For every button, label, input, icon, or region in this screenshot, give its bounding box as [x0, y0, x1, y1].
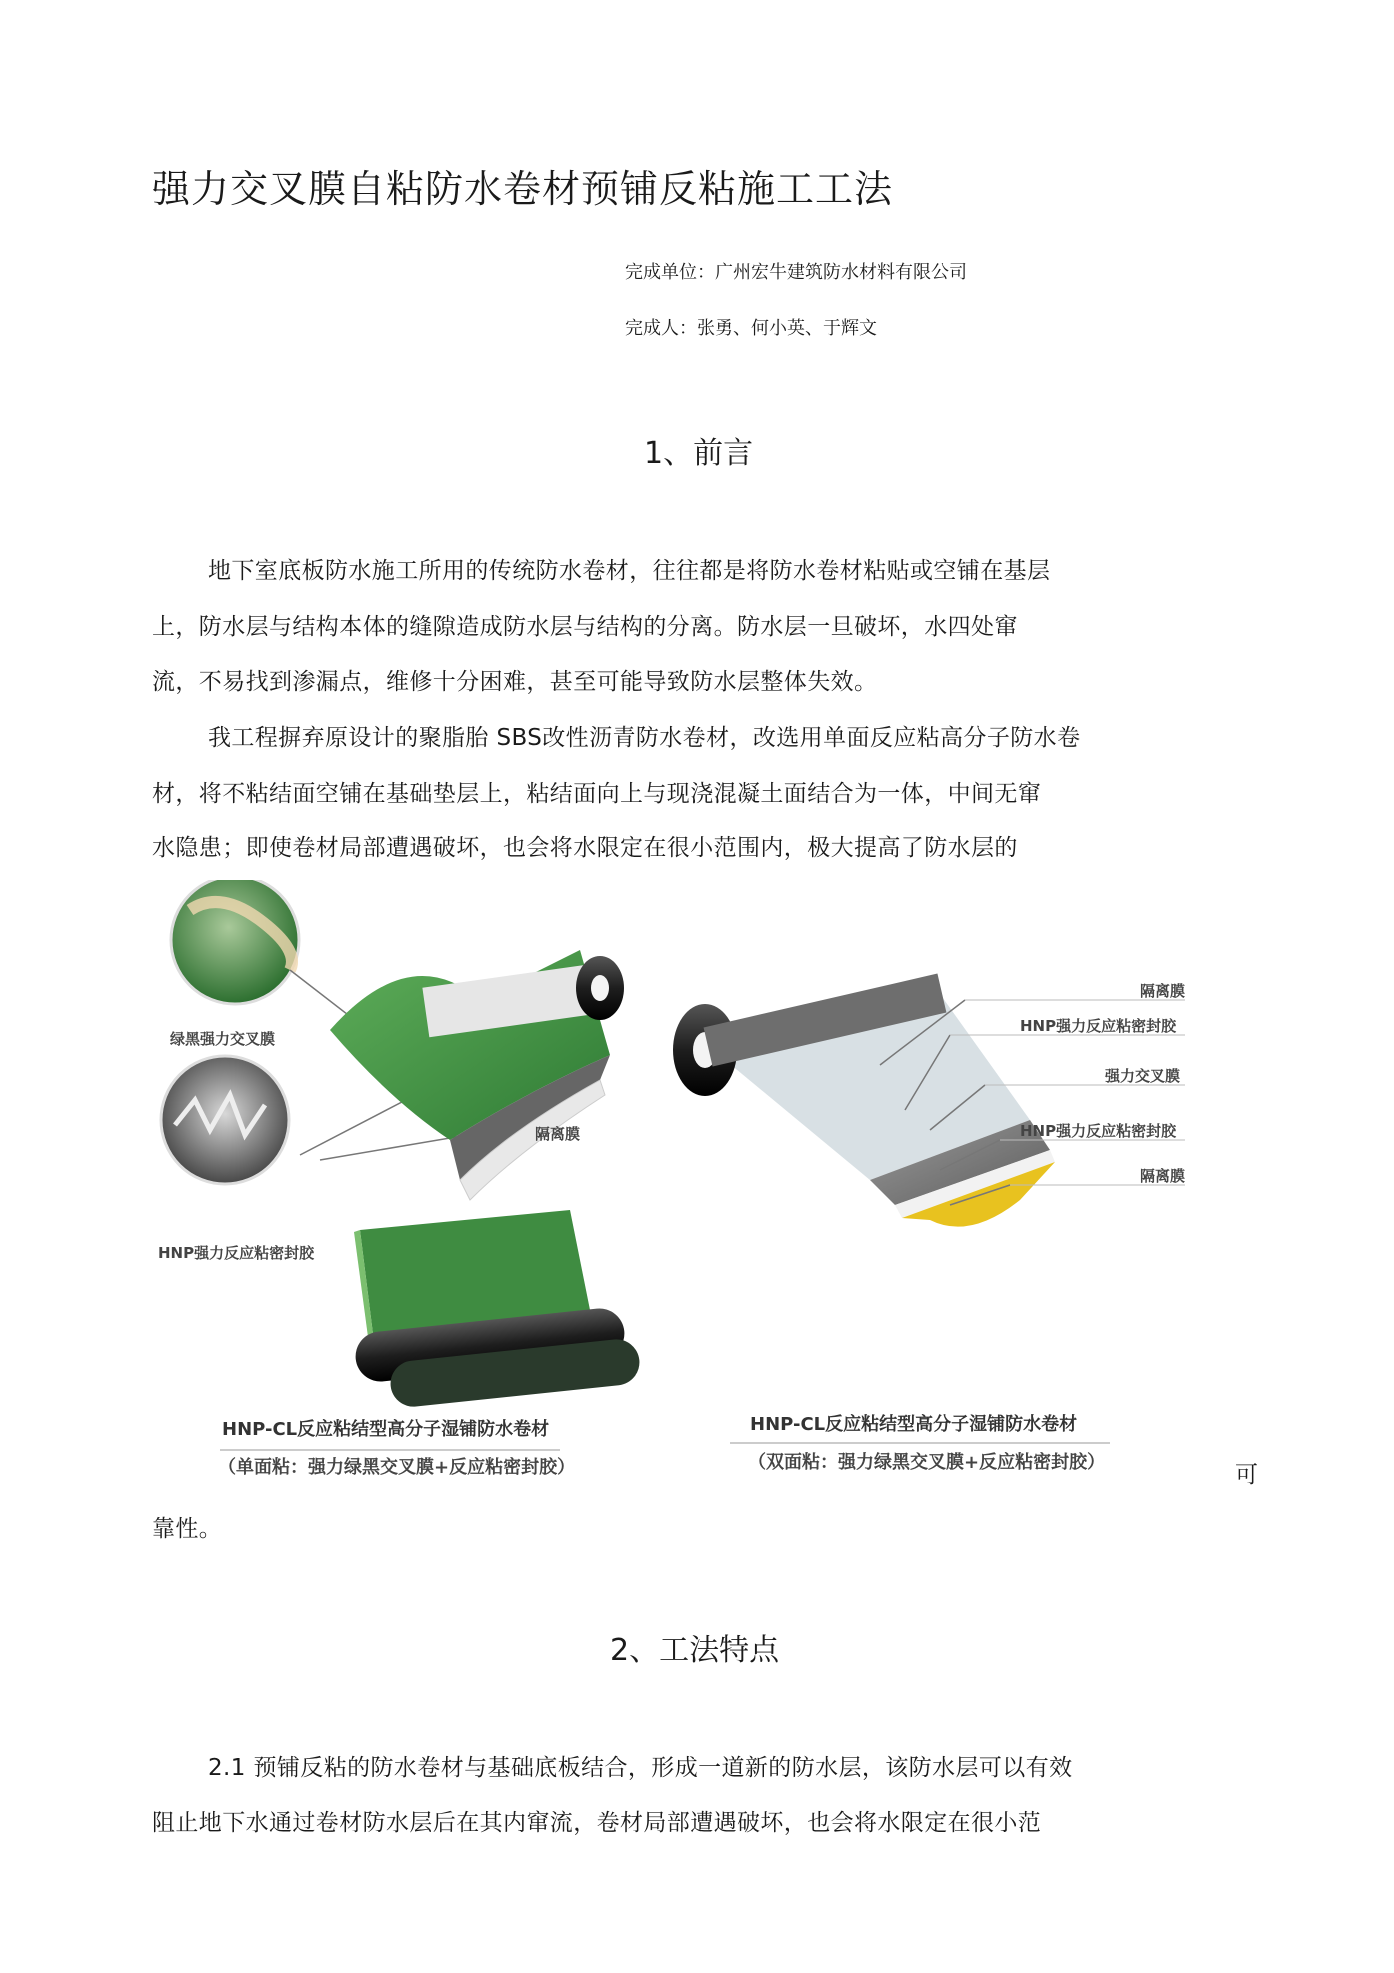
paragraph-line: 靠性。	[152, 1516, 223, 1542]
paragraph-line: 流，不易找到渗漏点，维修十分困难，甚至可能导致防水层整体失效。	[152, 669, 878, 695]
paragraph-line: 材，将不粘结面空铺在基础垫层上，粘结面向上与现浇混凝土面结合为一体，中间无窜	[152, 781, 1042, 807]
paragraph-line: 水隐患；即使卷材局部遭遇破坏，也会将水限定在很小范围内，极大提高了防水层的	[152, 835, 1018, 861]
label-release-film: 隔离膜	[535, 1125, 581, 1143]
section-1-heading: 1、前言	[644, 436, 754, 471]
label-right-cross-film: 强力交叉膜	[1105, 1067, 1181, 1085]
left-subcaption: （单面粘：强力绿黑交叉膜+反应粘密封胶）	[218, 1457, 576, 1478]
label-green-film: 绿黑强力交叉膜	[170, 1030, 276, 1048]
paragraph-line: 2.1 预铺反粘的防水卷材与基础底板结合，形成一道新的防水层，该防水层可以有效	[208, 1755, 1073, 1781]
left-caption: HNP-CL反应粘结型高分子湿铺防水卷材	[222, 1419, 550, 1440]
authors: 完成人：张勇、何小英、于辉文	[625, 318, 877, 339]
label-glue: HNP强力反应粘密封胶	[158, 1244, 315, 1262]
label-right-release-bottom: 隔离膜	[1140, 1167, 1186, 1185]
product-figure	[150, 880, 1230, 1480]
label-right-glue-top: HNP强力反应粘密封胶	[1020, 1017, 1177, 1035]
paragraph-tail-char: 可	[1235, 1462, 1259, 1488]
paragraph-line: 阻止地下水通过卷材防水层后在其内窜流，卷材局部遭遇破坏，也会将水限定在很小范	[152, 1810, 1042, 1836]
right-subcaption: （双面粘：强力绿黑交叉膜+反应粘密封胶）	[748, 1452, 1106, 1473]
label-right-glue-bottom: HNP强力反应粘密封胶	[1020, 1122, 1177, 1140]
paragraph-line: 上，防水层与结构本体的缝隙造成防水层与结构的分离。防水层一旦破坏，水四处窜	[152, 614, 1018, 640]
label-right-release-top: 隔离膜	[1140, 982, 1186, 1000]
product-illustration	[150, 880, 1230, 1480]
completion-unit: 完成单位：广州宏牛建筑防水材料有限公司	[625, 262, 967, 283]
paragraph-line: 我工程摒弃原设计的聚脂胎 SBS改性沥青防水卷材，改选用单面反应粘高分子防水卷	[208, 725, 1081, 751]
page-title: 强力交叉膜自粘防水卷材预铺反粘施工工法	[152, 167, 894, 211]
section-2-heading: 2、工法特点	[610, 1633, 780, 1668]
right-caption: HNP-CL反应粘结型高分子湿铺防水卷材	[750, 1414, 1078, 1435]
paragraph-line: 地下室底板防水施工所用的传统防水卷材，往往都是将防水卷材粘贴或空铺在基层	[208, 558, 1051, 584]
